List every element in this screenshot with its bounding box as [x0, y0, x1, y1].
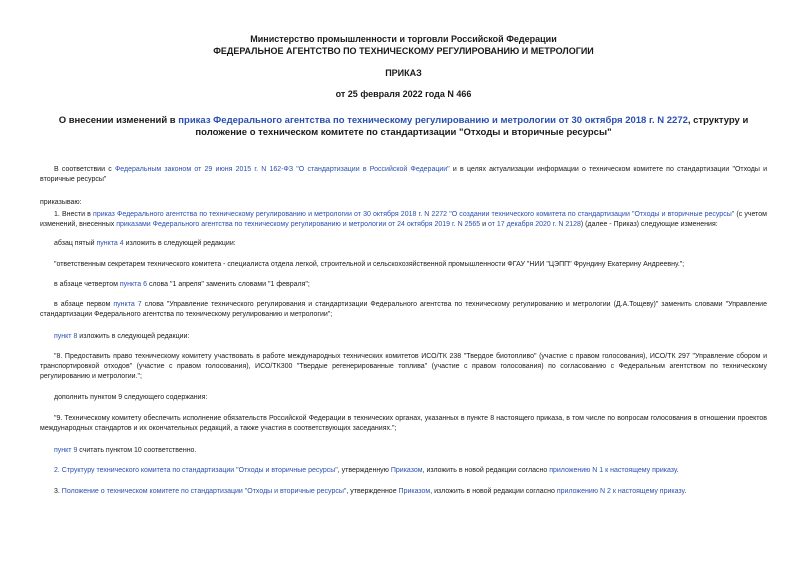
paragraph-preamble	[40, 165, 767, 185]
item-6-link[interactable]: пункта 6	[119, 281, 148, 288]
order-link[interactable]: Приказом	[390, 467, 423, 474]
text: абзац пятый	[54, 240, 97, 247]
text: 3.	[54, 488, 62, 495]
text: , утвержденную	[337, 467, 391, 474]
text: в абзаце первом	[54, 301, 114, 308]
text: слова "Управление технического регулирования и стандартизации Федерального агентства по техническому регулированию и метрологии (Д.А.Тощеву)" заменить словами "Управление стандартизации Федерального агентства по техническому регулированию и метрологии";	[40, 301, 767, 318]
paragraph-secretary: "ответственным секретарем технического комитета - специалиста отдела легкой, строительной и сельскохозяйственной промышленности ФГАУ "НИИ "ЦЭПП" Фрундину Екатерину Андреевну.";	[54, 261, 685, 268]
item-7-link[interactable]: пункта 7	[113, 301, 142, 308]
order-link[interactable]: Приказом	[398, 488, 431, 495]
paragraph-item-4	[40, 239, 767, 249]
text: , утвержденное	[346, 488, 399, 495]
paragraph-order-word: приказываю:	[40, 199, 82, 206]
text: (с учетом изменений, внесенных	[40, 211, 767, 228]
text: .	[676, 467, 679, 474]
text: В соответствии с	[54, 166, 115, 173]
order-2565-link[interactable]: приказами Федерального агентства по техническому регулированию и метрологии от 24 октября 2019 г. N 2565	[116, 221, 481, 228]
paragraph-new-item-9: "9. Техническому комитету обеспечить исполнение обязательств Российской Федерации в технических органах, указанных в пункте 8 настоящего приказа, в том числе по вопросам голосования в отношении проектов международных стандартов и их окончательных редакций, а также участия в соответствующих заседаниях.";	[40, 415, 767, 432]
text: .	[684, 488, 687, 495]
item-8-link[interactable]: пункт 8	[54, 333, 78, 340]
paragraph-item-2	[40, 466, 767, 476]
text: , изложить в новой редакции согласно	[422, 467, 550, 474]
document-title	[40, 115, 767, 138]
item-9-link[interactable]: пункт 9	[54, 447, 78, 454]
committee-structure-link[interactable]: 2. Структуру технического комитета по стандартизации "Отходы и вторичные ресурсы"	[54, 467, 338, 474]
text: , изложить в новой редакции согласно	[430, 488, 557, 495]
title-text-post: , структуру и положение о техническом комитете по стандартизации "Отходы и вторичные ресурсы"	[195, 115, 749, 138]
paragraph-item-7	[40, 300, 767, 320]
paragraph-item-3	[40, 487, 767, 497]
text: 1. Внести в	[54, 211, 94, 218]
text: изложить в следующей редакции:	[123, 240, 236, 247]
text: слова "1 апреля" заменить словами "1 февраля";	[147, 281, 310, 288]
paragraph-renumber	[40, 446, 767, 456]
appendix-1-link[interactable]: приложению N 1 к настоящему приказу	[549, 467, 677, 474]
paragraph-item-1	[40, 210, 767, 230]
text: ) (далее - Приказ) следующие изменения:	[580, 221, 718, 228]
committee-regulation-link[interactable]: Положение о техническом комитете по стандартизации "Отходы и вторичные ресурсы"	[61, 488, 347, 495]
text: изложить в следующей редакции:	[77, 333, 190, 340]
appendix-2-link[interactable]: приложению N 2 к настоящему приказу	[556, 488, 685, 495]
title-order-link[interactable]: приказ Федерального агентства по техническому регулированию и метрологии от 30 октября 2018 г. N 2272	[178, 115, 688, 126]
order-2272-link[interactable]: приказ Федерального агентства по техническому регулированию и метрологии от 30 октября 2018 г. N 2272 "О создании технического комитета по стандартизации "Отходы и вторичные ресурсы"	[93, 211, 735, 218]
item-4-link[interactable]: пункта 4	[96, 240, 124, 247]
document-type: ПРИКАЗ	[385, 68, 422, 78]
text: и	[480, 221, 488, 228]
federal-law-link[interactable]: Федеральным законом от 29 июня 2015 г. N 162-ФЗ "О стандартизации в Российской Федерации"	[114, 166, 450, 173]
document-date-number: от 25 февраля 2022 года N 466	[335, 89, 472, 99]
paragraph-new-item-8: "8. Предоставить право техническому комитету участвовать в работе международных технических комитетов ИСО/ТК 238 "Твердое биотопливо" (участие с правом голосования), ИСО/ТК 297 "Управление сбором и транспортировкой отходов" (участие с правом голосования), ИСО/ТК300 "Твердые регенерированные топлива" (участие с правом голосования) по согласованию с Федеральным агентством по техническому регулированию и метрологии.";	[40, 353, 767, 380]
text: и в целях актуализации информации о техническом комитете по стандартизации "Отходы и вторичные ресурсы"	[40, 166, 768, 183]
text: считать пунктом 10 соответственно.	[77, 447, 197, 454]
text: в абзаце четвертом	[54, 281, 120, 288]
paragraph-item-8	[40, 332, 767, 342]
paragraph-add-item-9: дополнить пунктом 9 следующего содержания:	[54, 394, 208, 401]
order-2128-link[interactable]: от 17 декабря 2020 г. N 2128	[487, 221, 581, 228]
ministry-name: Министерство промышленности и торговли Российской Федерации	[250, 34, 557, 44]
title-text-pre: О внесении изменений в	[58, 115, 179, 126]
paragraph-item-6	[40, 280, 767, 290]
agency-name: ФЕДЕРАЛЬНОЕ АГЕНТСТВО ПО ТЕХНИЧЕСКОМУ РЕГУЛИРОВАНИЮ И МЕТРОЛОГИИ	[213, 46, 594, 56]
